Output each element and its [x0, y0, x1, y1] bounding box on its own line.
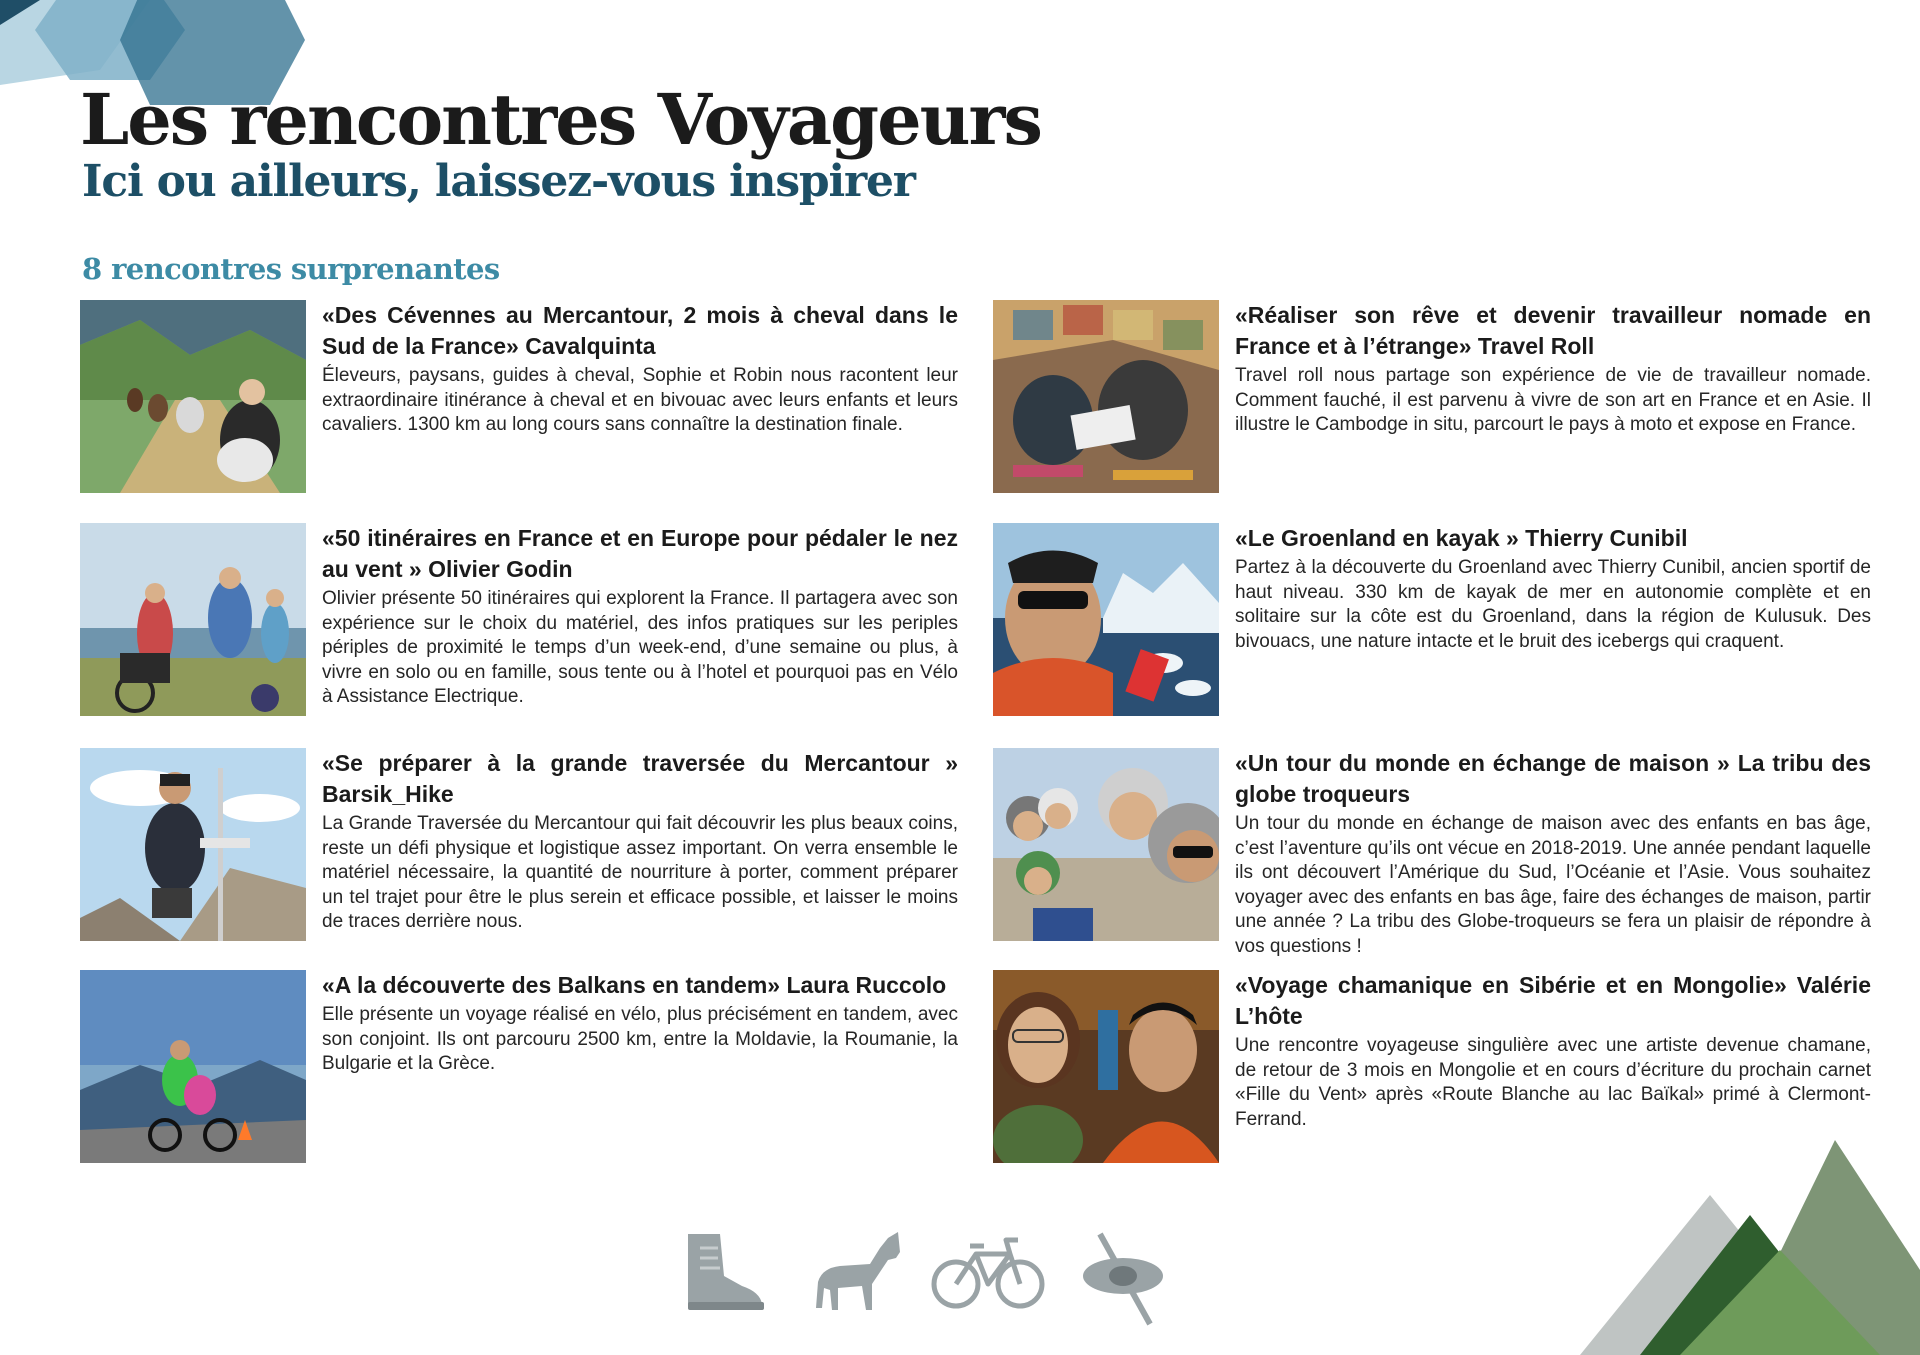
family-helmets-photo — [993, 748, 1219, 941]
hiking-boot-icon — [680, 1228, 766, 1314]
card-description: Elle présente un voyage réalisé en vélo, plus précisément en tandem, avec son conjoint. Ils ont parcouru 2500 km, entre la Moldavie, la Roumanie, la Bulgarie et la Grèce. — [322, 1004, 958, 1075]
list-item — [80, 748, 958, 943]
page-subtitle: Ici ou ailleurs, laissez-vous inspirer — [82, 156, 915, 207]
tandem-photo — [80, 970, 306, 1163]
bicycle-icon — [930, 1228, 1046, 1314]
card-title: «Le Groenland en kayak » Thierry Cunibil — [1235, 525, 1688, 551]
horse-icon — [810, 1228, 902, 1314]
card-title: «Réaliser son rêve et devenir travailleur nomade en France et à l’étrange» Travel Roll — [1235, 302, 1871, 359]
card-title: «Voyage chamanique en Sibérie et en Mongolie» Valérie L’hôte — [1235, 972, 1871, 1029]
list-item — [993, 970, 1871, 1165]
card-title: «A la découverte des Balkans en tandem» Laura Ruccolo — [322, 972, 947, 998]
list-item — [993, 748, 1871, 957]
page-title: Les rencontres Voyageurs — [80, 78, 1041, 161]
kayaker-photo — [993, 523, 1219, 716]
list-item — [80, 300, 958, 495]
kayak-icon — [1080, 1228, 1166, 1326]
section-heading: 8 rencontres surprenantes — [82, 252, 500, 286]
list-item — [993, 300, 1871, 495]
activity-icons — [680, 1228, 1160, 1338]
list-item — [993, 523, 1871, 718]
hiker-photo — [80, 748, 306, 941]
card-description: La Grande Traversée du Mercantour qui fait découvrir les plus beaux coins, reste un défi physique et logistique assez important. On verra ensemble le matériel nécessaire, la quantité de nourriture à porter, comment préparer un tel trajet pour être le plus serein et efficace possible, et laisser le moins de traces derrière nous. — [322, 813, 958, 933]
cyclists-family-photo — [80, 523, 306, 716]
card-description: Olivier présente 50 itinéraires qui explorent la France. Il partagera avec son expérience sur le choix du matériel, des infos pratiques sur les periples périples de proximité le temps d’un week-end, d’une semaine ou plus, à vivre en solo ou en famille, sous tente ou à l’hotel et pourquoi pas en Vélo à Assistance Electrique. — [322, 588, 958, 708]
card-description: Éleveurs, paysans, guides à cheval, Sophie et Robin nous racontent leur extraordinaire itinérance à cheval et en bivouac avec leurs enfants et leurs cavaliers. 1300 km au long cours sans connaître la destination finale. — [322, 365, 958, 436]
card-title: «Des Cévennes au Mercantour, 2 mois à cheval dans le Sud de la France» Cavalquinta — [322, 302, 958, 359]
mountains-decoration — [1580, 1140, 1920, 1355]
card-description: Une rencontre voyageuse singulière avec une artiste devenue chamane, de retour de 3 mois en Mongolie et en cours d’écriture du prochain carnet «Fille du Vent» après «Route Blanche au lac Baïkal» primé à Clermont-Ferrand. — [1235, 1035, 1871, 1130]
card-title: «50 itinéraires en France et en Europe pour pédaler le nez au vent » Olivier Godin — [322, 525, 958, 582]
children-drawing-photo — [993, 300, 1219, 493]
list-item — [80, 970, 958, 1165]
card-title: «Se préparer à la grande traversée du Mercantour » Barsik_Hike — [322, 750, 958, 807]
shaman-portrait-photo — [993, 970, 1219, 1163]
list-item — [80, 523, 958, 718]
card-description: Partez à la découverte du Groenland avec Thierry Cunibil, ancien sportif de haut niveau. 330 km de kayak de mer en autonomie complète et en solitaire sur la côte est du Groenland, dans la région de Kulusuk. Des bivouacs, une nature intacte et le bruit des icebergs qui craquent. — [1235, 557, 1871, 652]
riders-photo — [80, 300, 306, 493]
card-title: «Un tour du monde en échange de maison » La tribu des globe troqueurs — [1235, 750, 1871, 807]
card-description: Un tour du monde en échange de maison avec des enfants en bas âge, c’est l’aventure qu’ils ont vécue en 2018-2019. Une année pendant laquelle ils ont découvert l’Amérique du Sud, l’Océanie et l’Asie. Vous souhaitez voyager avec des enfants en bas âge, faire des échanges de maison, partir une année ? La tribu des Globe-troqueurs se fera un plaisir de répondre à vos questions ! — [1235, 813, 1871, 957]
card-description: Travel roll nous partage son expérience de vie de travailleur nomade. Comment fauché, il est parvenu à vivre de son art en France et en Asie. Il illustre le Cambodge in situ, parcourt le pays à moto et expose en France. — [1235, 365, 1871, 436]
